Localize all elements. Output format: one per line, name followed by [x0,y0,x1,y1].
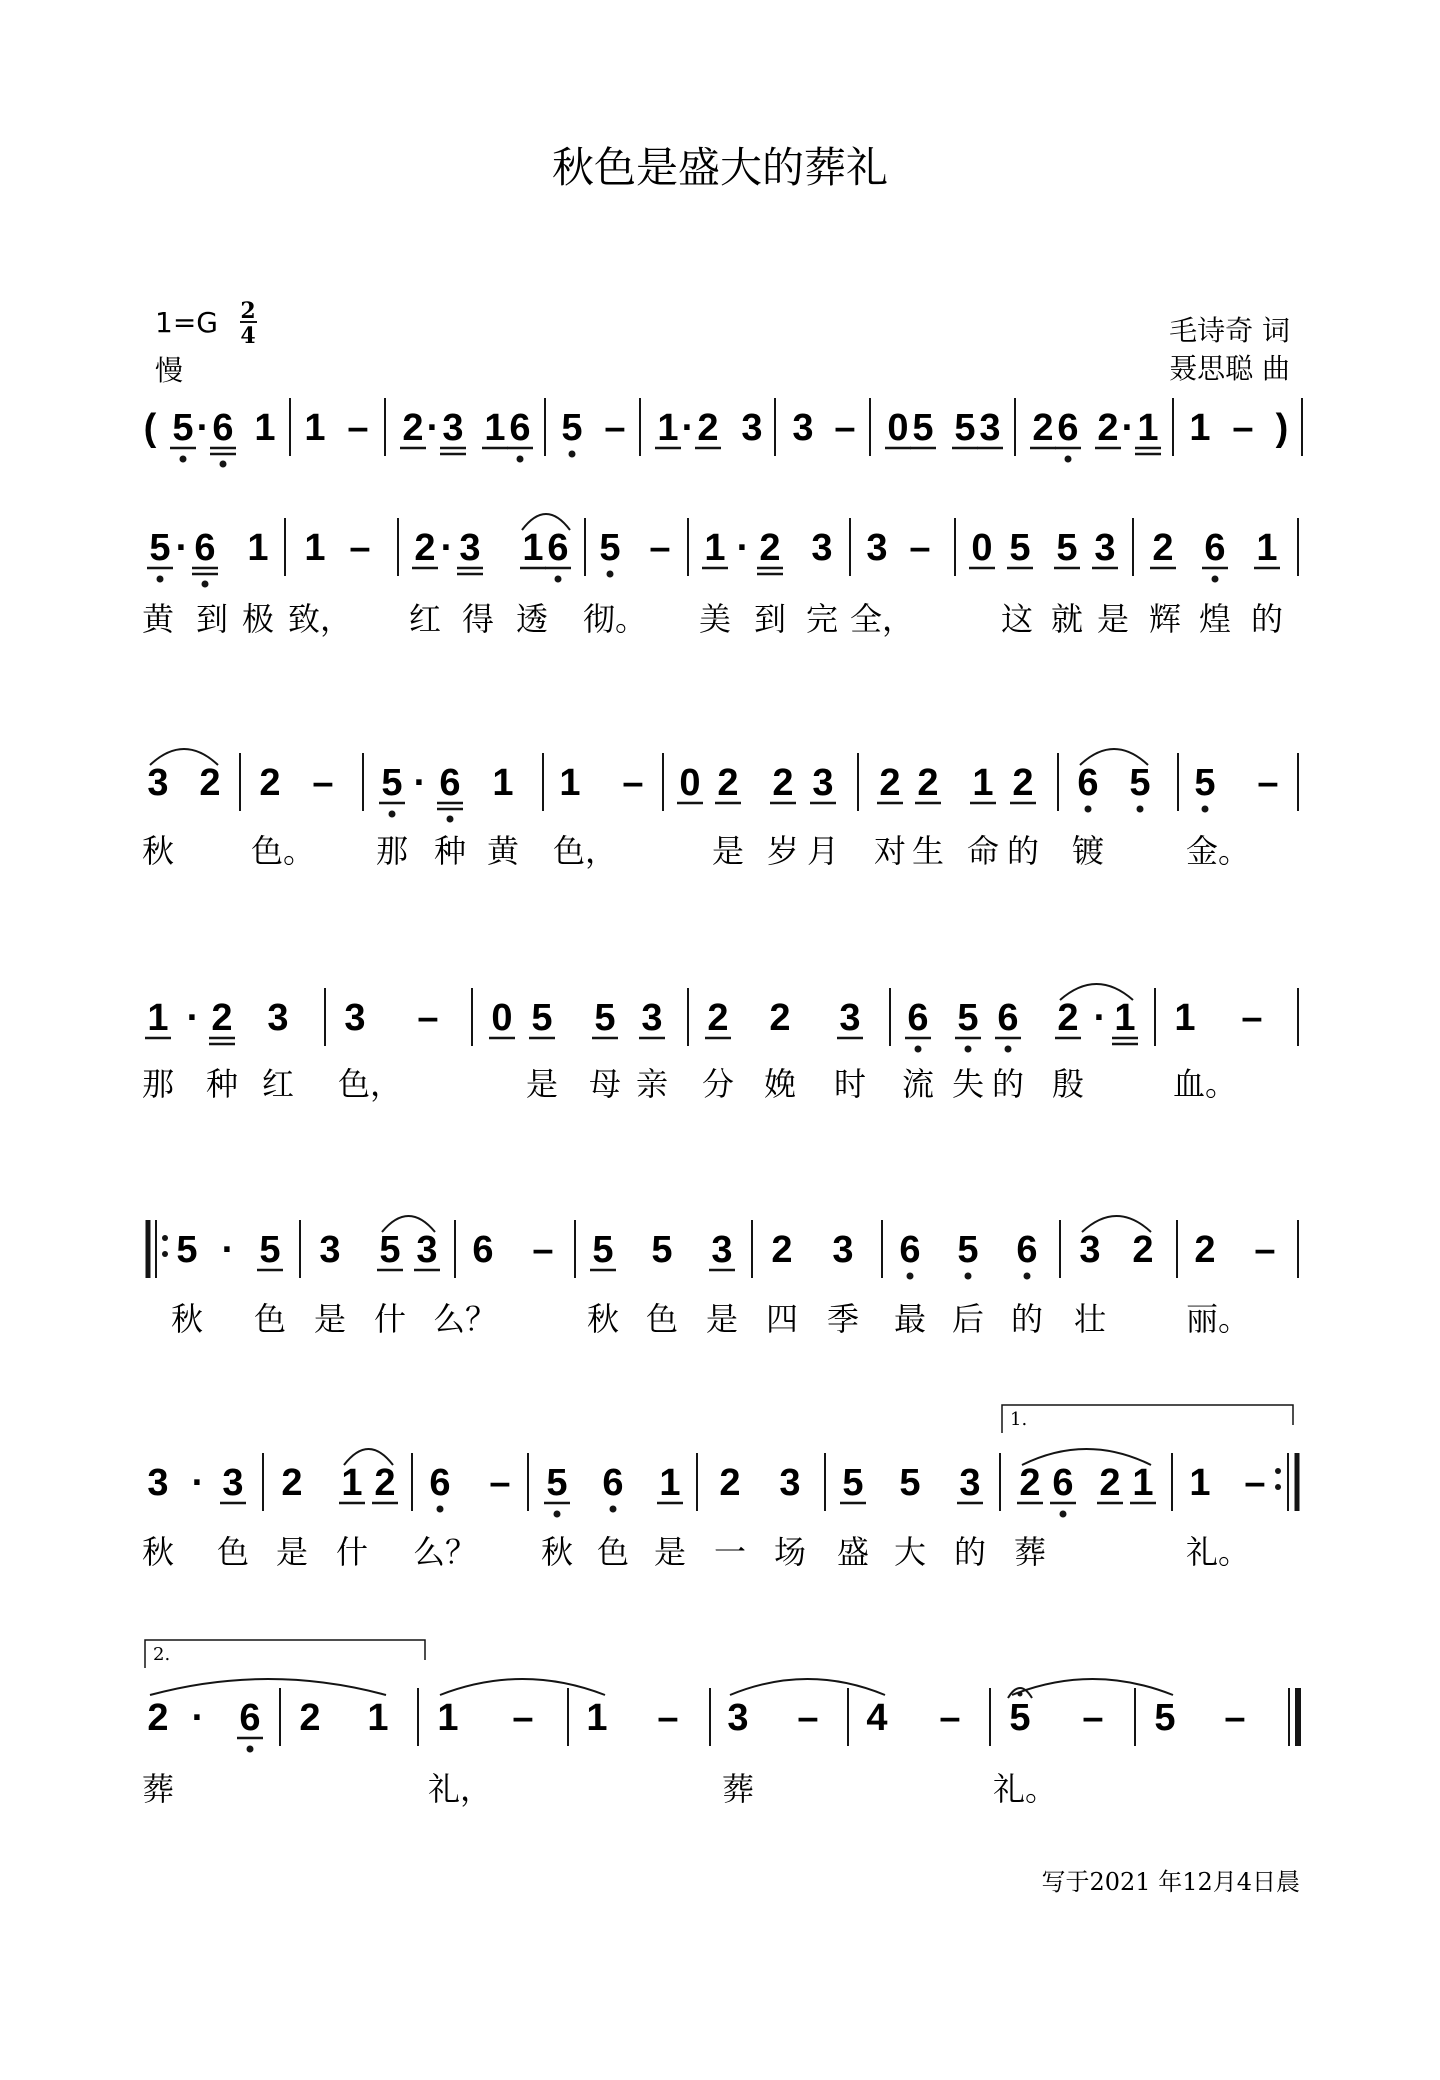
repeat-dot [162,1235,168,1241]
note: 0 [971,527,993,569]
lyric-char: 的 [953,1533,987,1571]
note: 3 [222,1462,244,1504]
dash: – [532,1229,554,1271]
note: 0 [679,762,701,804]
note: 1 [1114,997,1136,1039]
note: 5 [1009,1697,1031,1739]
volta-bracket [1002,1405,1293,1433]
note: 3 [866,527,888,569]
lower-octave-dot [517,456,524,463]
note: 3 [779,1462,801,1504]
lower-octave-dot [447,816,454,823]
note: 4 [866,1697,888,1739]
note: 1 [972,762,994,804]
lyric-char: 到 [753,600,787,638]
lyric-char: 一 [713,1533,747,1571]
note: 5 [651,1229,673,1271]
lyric-char: 么？ [432,1300,498,1338]
dash: – [1254,1229,1276,1271]
key-text: 1=G [155,306,218,339]
lyric-char: 色。 [250,832,316,870]
lyric-char: 得 [461,600,495,638]
note: 1 [304,407,326,449]
lyric-char: 色， [337,1065,403,1103]
slur-arc [440,1679,605,1695]
dash: – [1241,997,1263,1039]
note: 1 [254,407,276,449]
lyric-char: 色 [216,1533,250,1571]
dash: – [417,997,439,1039]
note: 1 [586,1697,608,1739]
note: 5 [259,1229,281,1271]
lyric-char: 是 [711,832,745,870]
note: 2 [1194,1229,1216,1271]
note: 5 [592,1229,614,1271]
note: 2 [719,1462,741,1504]
lyric-char: 色 [645,1300,679,1338]
note: 5 [172,407,194,449]
dash: – [512,1697,534,1739]
note: 6 [602,1462,624,1504]
note: 2 [211,997,233,1039]
note: 3 [416,1229,438,1271]
lyricist: 毛诗奇 词 [1169,314,1290,347]
note: 3 [147,1462,169,1504]
note: 1 [484,407,506,449]
lower-octave-dot [1024,1273,1031,1280]
lyric-char: 礼， [427,1770,493,1808]
note: 3 [267,997,289,1039]
lyric-char: 场 [773,1533,807,1571]
volta-label: 1. [1010,1409,1028,1430]
system-3 [142,749,1298,870]
note: 6 [212,407,234,449]
note: 2 [917,762,939,804]
note: 2 [1132,1229,1154,1271]
dash: – [349,527,371,569]
lyric-char: 流 [901,1065,935,1103]
lyric-char: 完 [805,600,839,638]
volta-label: 2. [153,1644,171,1665]
note: 1 [659,1462,681,1504]
lyric-char: 生 [911,832,945,870]
lyric-char: 辉 [1148,600,1182,638]
note: 6 [899,1229,921,1271]
dot: · [1093,997,1107,1039]
lyric-char: 丽。 [1185,1300,1251,1338]
note: 6 [547,527,569,569]
note: 1 [1174,997,1196,1039]
lyric-char: 四 [765,1300,799,1338]
note: 2 [772,762,794,804]
dash: – [312,762,334,804]
lyric-char: 的 [1250,600,1284,638]
lyric-char: 致， [287,600,353,638]
note: 1 [1189,407,1211,449]
lyric-char: 黄 [486,832,520,870]
note: 1 [341,1462,363,1504]
note: 5 [1154,1697,1176,1739]
lower-octave-dot [389,811,396,818]
note: 6 [472,1229,494,1271]
note: 3 [839,997,861,1039]
lower-octave-dot [607,571,614,578]
lower-octave-dot [907,1273,914,1280]
note: 2 [759,527,781,569]
lyric-char: 到 [195,600,229,638]
repeat-dot [162,1251,168,1257]
system-2 [142,514,1298,638]
note: 3 [641,997,663,1039]
note: 2 [1152,527,1174,569]
lyric-char: 那 [141,1065,175,1103]
repeat-dot [1275,1484,1281,1490]
note: 6 [1052,1462,1074,1504]
lyric-char: 的 [991,1065,1025,1103]
lyric-char: 那 [375,832,409,870]
lyric-char: 镀 [1071,832,1105,870]
note: 1 [492,762,514,804]
note: 3 [812,762,834,804]
dash: – [1244,1462,1266,1504]
slur-arc [150,1679,386,1695]
note: 2 [1057,997,1079,1039]
note: 5 [561,407,583,449]
dot: · [426,407,440,449]
time-signature-top: 2 [240,298,256,324]
lyric-char: 是 [313,1300,347,1338]
note: 6 [429,1462,451,1504]
lower-octave-dot [610,1506,617,1513]
song-title: 秋色是盛大的葬礼 [551,143,889,192]
slur-arc [730,1679,885,1695]
note: 5 [1056,527,1078,569]
note: 3 [1094,527,1116,569]
lyric-char: 礼。 [1185,1533,1251,1571]
note: 2 [1019,1462,1041,1504]
note: 3 [1079,1229,1101,1271]
note: 2 [1012,762,1034,804]
dash: – [1082,1697,1104,1739]
lyric-char: 命 [966,832,1000,870]
lyric-char: 盛 [836,1533,870,1571]
system-7 [142,1640,1298,1808]
slur-arc [1012,1679,1173,1695]
dot: · [440,527,454,569]
note: 3 [319,1229,341,1271]
note: 3 [811,527,833,569]
lyric-char: 什 [335,1533,369,1571]
dot: · [736,527,750,569]
note: 6 [194,527,216,569]
note: 2 [374,1462,396,1504]
note: 0 [887,407,909,449]
lower-octave-dot [554,1511,561,1518]
key-signature [155,298,257,349]
note: 5 [957,997,979,1039]
dash: – [649,527,671,569]
lower-octave-dot [1060,1511,1067,1518]
lyric-char: 岁 [766,832,800,870]
lyric-char: 什 [373,1300,407,1338]
note: 1 [437,1697,459,1739]
lyric-char: 亲 [635,1065,669,1103]
dot: · [196,407,210,449]
note: 2 [1099,1462,1121,1504]
note: 1 [522,527,544,569]
note: 5 [1194,762,1216,804]
note: 1 [1137,407,1159,449]
note: 2 [697,407,719,449]
note: 6 [509,407,531,449]
dash: – [1224,1697,1246,1739]
note: 6 [1057,407,1079,449]
lyric-char: 秋 [141,1533,175,1571]
note: 3 [442,407,464,449]
note: 5 [381,762,403,804]
note: 2 [879,762,901,804]
lower-octave-dot [1212,576,1219,583]
lower-octave-dot [1202,806,1209,813]
note: 0 [491,997,513,1039]
lyric-char: 极 [241,600,275,638]
lyric-char: 母 [588,1065,622,1103]
lyric-char: 壮 [1073,1300,1107,1338]
note: 5 [912,407,934,449]
note: 2 [771,1229,793,1271]
lyric-char: 色， [552,832,618,870]
lyric-char: 失 [951,1065,985,1103]
note: 6 [239,1697,261,1739]
lyric-char: 季 [826,1300,860,1338]
lower-octave-dot [437,1506,444,1513]
composition-date: 写于2021 年12月4日晨 [1041,1868,1300,1896]
lyric-char: 透 [515,600,549,638]
system-1 [144,398,1302,468]
lyric-char: 殷 [1051,1065,1085,1103]
note: 2 [1097,407,1119,449]
lyric-char: 后 [951,1300,985,1338]
note: 1 [559,762,581,804]
composer: 聂思聪 曲 [1169,352,1290,385]
dash: – [1257,762,1279,804]
system-6 [142,1405,1297,1571]
lyric-char: 礼。 [992,1770,1058,1808]
note: 3 [344,997,366,1039]
lyric-char: 的 [1006,832,1040,870]
note: 2 [717,762,739,804]
note: 2 [414,527,436,569]
lyric-char: 分 [701,1065,735,1103]
dot: · [191,1462,205,1504]
lyric-char: 是 [705,1300,739,1338]
lyric-char: 娩 [763,1065,797,1103]
repeat-dot [1275,1468,1281,1474]
dash: – [939,1697,961,1739]
dot: · [186,997,200,1039]
note: 1 [304,527,326,569]
note: 1 [704,527,726,569]
note: 6 [1204,527,1226,569]
note: 3 [741,407,763,449]
note: 6 [1077,762,1099,804]
note: 1 [1189,1462,1211,1504]
dot: · [175,527,189,569]
lower-octave-dot [180,456,187,463]
dot: · [413,762,427,804]
dash: – [489,1462,511,1504]
lyric-char: 是 [275,1533,309,1571]
note: 3 [727,1697,749,1739]
lyric-char: 的 [1010,1300,1044,1338]
paren: ) [1275,407,1289,449]
dot: · [191,1697,205,1739]
note: 3 [711,1229,733,1271]
note: 5 [531,997,553,1039]
dash: – [834,407,856,449]
dot: · [681,407,695,449]
lyric-char: 是 [653,1533,687,1571]
lyric-char: 大 [893,1533,927,1571]
dash: – [909,527,931,569]
note: 5 [842,1462,864,1504]
paren: ( [143,407,157,449]
lyric-char: 葬 [1013,1533,1047,1571]
lyric-char: 对 [873,832,907,870]
note: 1 [657,407,679,449]
lyric-char: 彻。 [582,600,648,638]
note: 1 [1132,1462,1154,1504]
note: 6 [907,997,929,1039]
dash: – [622,762,644,804]
note: 1 [247,527,269,569]
note: 3 [147,762,169,804]
note: 1 [1256,527,1278,569]
lyric-char: 种 [205,1065,239,1103]
note: 3 [832,1229,854,1271]
lower-octave-dot [965,1046,972,1053]
note: 2 [707,997,729,1039]
dash: – [657,1697,679,1739]
lyric-char: 血。 [1172,1065,1238,1103]
lyric-char: 最 [893,1300,927,1338]
note: 2 [769,997,791,1039]
lyric-char: 色 [253,1300,287,1338]
lyric-char: 葬 [141,1770,175,1808]
lyric-char: 煌 [1198,600,1232,638]
note: 5 [379,1229,401,1271]
dash: – [604,407,626,449]
note: 5 [599,527,621,569]
note: 5 [546,1462,568,1504]
note: 3 [959,1462,981,1504]
note: 5 [899,1462,921,1504]
note: 2 [1032,407,1054,449]
note: 3 [792,407,814,449]
lyric-char: 是 [525,1065,559,1103]
lyric-char: 秋 [170,1300,204,1338]
note: 5 [594,997,616,1039]
lyric-char: 秋 [141,832,175,870]
system-4 [142,984,1298,1103]
lyric-char: 红 [261,1065,295,1103]
note: 2 [299,1697,321,1739]
lower-octave-dot [1005,1046,1012,1053]
lyric-char: 秋 [540,1533,574,1571]
note: 2 [199,762,221,804]
note: 3 [459,527,481,569]
note: 3 [979,407,1001,449]
lower-octave-dot [220,461,227,468]
note: 5 [1009,527,1031,569]
lyric-char: 这 [1000,600,1034,638]
note: 2 [402,407,424,449]
dot: · [221,1229,235,1271]
lyric-char: 葬 [721,1770,755,1808]
lower-octave-dot [555,576,562,583]
note: 5 [954,407,976,449]
lower-octave-dot [1065,456,1072,463]
note: 5 [1129,762,1151,804]
dot: · [1121,407,1135,449]
note: 1 [367,1697,389,1739]
note: 5 [957,1229,979,1271]
note: 6 [1016,1229,1038,1271]
dash: – [1232,407,1254,449]
dash: – [347,407,369,449]
time-signature-bottom: 4 [240,323,256,349]
lower-octave-dot [1137,806,1144,813]
lyric-char: 全， [849,600,915,638]
note: 2 [259,762,281,804]
lyric-char: 黄 [141,600,175,638]
lower-octave-dot [965,1273,972,1280]
note: 5 [149,527,171,569]
lower-octave-dot [247,1746,254,1753]
lower-octave-dot [157,576,164,583]
note: 2 [147,1697,169,1739]
lyric-char: 么？ [412,1533,478,1571]
lower-octave-dot [1085,806,1092,813]
note: 5 [176,1229,198,1271]
lyric-char: 红 [408,600,442,638]
note: 2 [281,1462,303,1504]
lyric-char: 金。 [1185,832,1251,870]
score-systems [142,398,1302,1808]
lyric-char: 是 [1096,600,1130,638]
note: 6 [439,762,461,804]
lower-octave-dot [202,581,209,588]
lyric-char: 就 [1050,600,1084,638]
lyric-char: 色 [596,1533,630,1571]
note: 6 [997,997,1019,1039]
volta-bracket [145,1640,425,1668]
tempo-marking: 慢 [155,354,184,387]
lyric-char: 美 [698,600,732,638]
dash: – [797,1697,819,1739]
note: 1 [147,997,169,1039]
lyric-char: 月 [806,832,840,870]
lyric-char: 秋 [586,1300,620,1338]
system-5 [148,1216,1298,1338]
lyric-char: 时 [833,1065,867,1103]
lower-octave-dot [915,1046,922,1053]
lower-octave-dot [569,451,576,458]
lyric-char: 种 [433,832,467,870]
